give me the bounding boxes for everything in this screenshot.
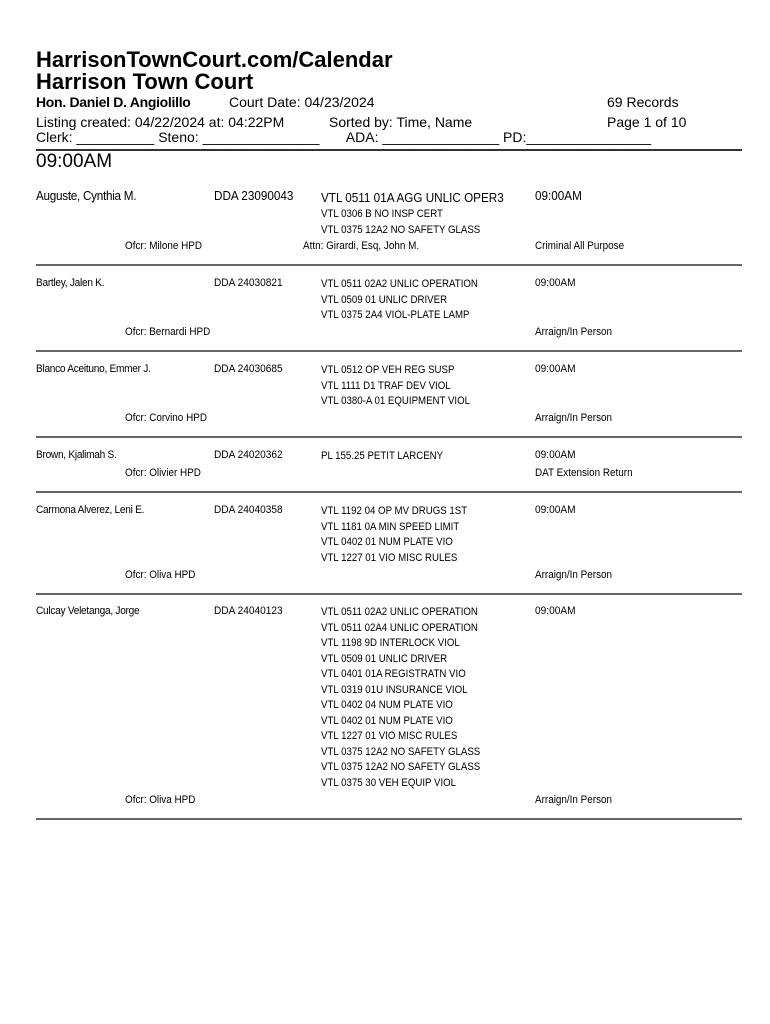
defendant-name: Brown, Kjalimah S. bbox=[36, 449, 117, 461]
charge: VTL 1227 01 VIO MISC RULES bbox=[321, 551, 458, 564]
charge: VTL 0402 01 NUM PLATE VIO bbox=[321, 536, 453, 548]
officer: Ofcr: Oliva HPD bbox=[125, 569, 196, 581]
case-divider bbox=[36, 264, 742, 266]
charge-list bbox=[321, 449, 460, 465]
charge-list bbox=[321, 605, 502, 791]
docket-number: DDA 24040358 bbox=[214, 504, 283, 516]
charge: VTL 1227 01 VIO MISC RULES bbox=[321, 730, 458, 742]
charge: VTL 0511 02A2 UNLIC OPERATION bbox=[321, 606, 478, 618]
officer: Ofcr: Oliva HPD bbox=[125, 794, 196, 806]
appearance-purpose: Arraign/In Person bbox=[535, 794, 613, 806]
charge: VTL 1181 0A MIN SPEED LIMIT bbox=[321, 520, 460, 533]
docket-number: DDA 24040123 bbox=[214, 605, 283, 617]
charge: PL 155.25 PETIT LARCENY bbox=[321, 450, 444, 462]
time-group-heading: 09:00AM bbox=[36, 151, 113, 172]
header-divider bbox=[36, 149, 742, 151]
appearance-purpose: Arraign/In Person bbox=[535, 569, 613, 581]
page-number: Page 1 of 10 bbox=[607, 114, 687, 130]
appearance-purpose: DAT Extension Return bbox=[535, 467, 633, 479]
record-count: 69 Records bbox=[607, 94, 679, 110]
case-divider bbox=[36, 818, 742, 820]
appearance-purpose: Criminal All Purpose bbox=[535, 240, 625, 252]
court-name: Harrison Town Court bbox=[36, 69, 254, 94]
charge: VTL 0375 12A2 NO SAFETY GLASS bbox=[321, 761, 481, 773]
charge: VTL 0511 02A2 UNLIC OPERATION bbox=[321, 278, 478, 290]
case-divider bbox=[36, 436, 742, 438]
charge: VTL 0402 01 NUM PLATE VIO bbox=[321, 714, 453, 727]
charge: VTL 0306 B NO INSP CERT bbox=[321, 208, 443, 220]
charge: VTL 1111 D1 TRAF DEV VIOL bbox=[321, 379, 451, 392]
charge: VTL 0375 30 VEH EQUIP VIOL bbox=[321, 776, 457, 789]
officer: Ofcr: Olivier HPD bbox=[125, 467, 201, 479]
charge: VTL 0375 2A4 VIOL-PLATE LAMP bbox=[321, 309, 470, 321]
charge: VTL 0380-A 01 EQUIPMENT VIOL bbox=[321, 395, 471, 407]
attorney: Attn: Girardi, Esq, John M. bbox=[303, 240, 420, 252]
charge: VTL 0509 01 UNLIC DRIVER bbox=[321, 293, 448, 306]
case-time: 09:00AM bbox=[535, 363, 576, 375]
charge: VTL 0512 OP VEH REG SUSP bbox=[321, 364, 455, 376]
docket-number: DDA 24030685 bbox=[214, 363, 283, 375]
charge-list bbox=[321, 188, 524, 238]
signature-line: Clerk: __________ Steno: _______________ ADA: _______________ PD:________________ bbox=[36, 129, 651, 145]
docket-number: DDA 24030821 bbox=[214, 277, 283, 289]
case-time: 09:00AM bbox=[535, 605, 576, 617]
officer: Ofcr: Corvino HPD bbox=[125, 412, 207, 424]
officer: Ofcr: Bernardi HPD bbox=[125, 326, 211, 338]
case-time: 09:00AM bbox=[535, 188, 582, 203]
defendant-name: Blanco Aceituno, Emmer J. bbox=[36, 363, 151, 375]
site-title: HarrisonTownCourt.com/Calendar bbox=[36, 47, 393, 72]
case-time: 09:00AM bbox=[535, 504, 576, 516]
charge-list bbox=[321, 363, 490, 410]
case-divider bbox=[36, 350, 742, 352]
charge: VTL 0511 02A4 UNLIC OPERATION bbox=[321, 621, 478, 634]
listing-created: Listing created: 04/22/2024 at: 04:22PM bbox=[36, 114, 285, 130]
officer: Ofcr: Milone HPD bbox=[125, 240, 203, 252]
docket-number: DDA 24020362 bbox=[214, 449, 283, 461]
charge: VTL 0509 01 UNLIC DRIVER bbox=[321, 652, 448, 665]
case-time: 09:00AM bbox=[535, 277, 576, 289]
case-divider bbox=[36, 593, 742, 595]
defendant-name: Auguste, Cynthia M. bbox=[36, 188, 137, 203]
defendant-name: Carmona Alverez, Leni E. bbox=[36, 504, 145, 516]
court-date: Court Date: 04/23/2024 bbox=[229, 94, 375, 110]
appearance-purpose: Arraign/In Person bbox=[535, 326, 613, 338]
charge: VTL 0375 12A2 NO SAFETY GLASS bbox=[321, 223, 481, 236]
defendant-name: Bartley, Jalen K. bbox=[36, 277, 105, 289]
charge: VTL 0402 04 NUM PLATE VIO bbox=[321, 699, 453, 711]
case-divider bbox=[36, 491, 742, 493]
charge-list bbox=[321, 504, 487, 566]
charge: VTL 1192 04 OP MV DRUGS 1ST bbox=[321, 505, 468, 517]
charge: VTL 0511 01A AGG UNLIC OPER3 bbox=[321, 190, 504, 205]
defendant-name: Culcay Veletanga, Jorge bbox=[36, 605, 140, 617]
charge: VTL 1198 9D INTERLOCK VIOL bbox=[321, 637, 460, 649]
sort-order: Sorted by: Time, Name bbox=[329, 114, 473, 130]
charge: VTL 0375 12A2 NO SAFETY GLASS bbox=[321, 745, 481, 758]
charge-list bbox=[321, 277, 499, 324]
docket-number: DDA 23090043 bbox=[214, 188, 294, 203]
case-time: 09:00AM bbox=[535, 449, 576, 461]
appearance-purpose: Arraign/In Person bbox=[535, 412, 613, 424]
charge: VTL 0401 01A REGISTRATN VIO bbox=[321, 668, 466, 680]
charge: VTL 0319 01U INSURANCE VIOL bbox=[321, 683, 468, 696]
judge-name: Hon. Daniel D. Angiolillo bbox=[36, 94, 191, 110]
